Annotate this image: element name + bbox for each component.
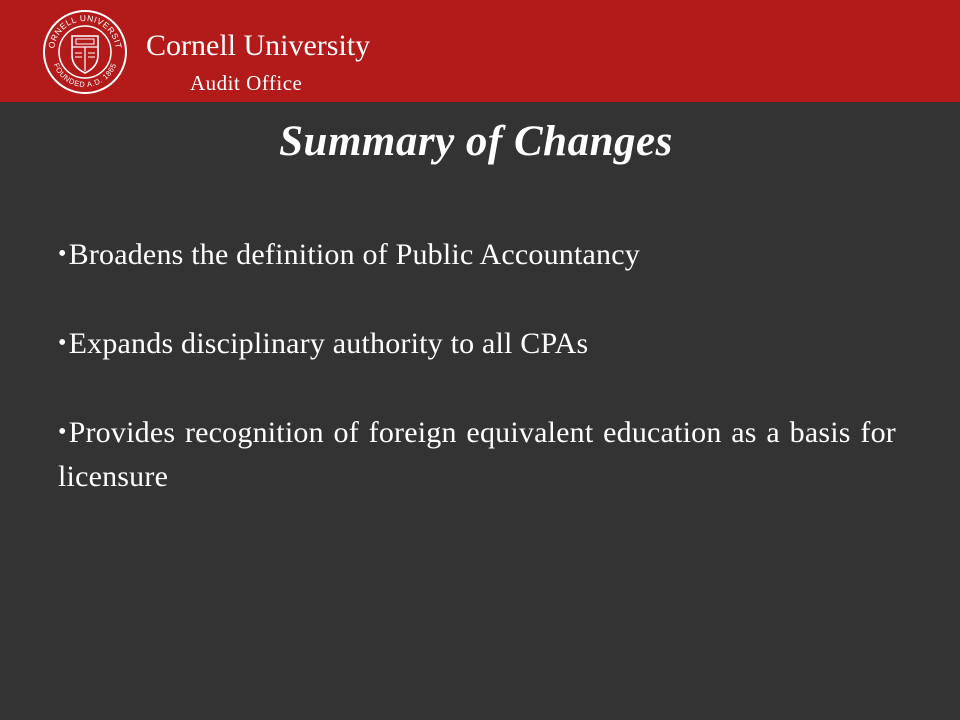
bullet-text: Broadens the definition of Public Accountancy — [68, 238, 640, 271]
bullet-item — [58, 321, 896, 366]
svg-text:FOUNDED A.D. 1865: FOUNDED A.D. 1865 — [51, 61, 119, 90]
bullet-dot-icon: • — [58, 330, 67, 356]
bullet-dot-icon: • — [58, 241, 67, 267]
bullet-item — [58, 410, 896, 499]
bullet-text: Expands disciplinary authority to all CPAs — [68, 327, 589, 360]
bullet-item — [58, 232, 896, 277]
bullet-dot-icon: • — [58, 419, 67, 445]
university-wordmark: Cornell University — [146, 29, 371, 62]
cornell-seal-icon — [42, 9, 128, 95]
svg-text:CORNELL UNIVERSITY: ORNELL UNIVERSIT — [46, 12, 124, 50]
header-bar — [0, 0, 960, 102]
slide-title: Summary of Changes — [279, 118, 673, 165]
bullet-list — [58, 232, 896, 543]
office-name: Audit Office — [190, 71, 303, 95]
bullet-text: Provides recognition of foreign equivalent education as a basis for licensure — [58, 416, 896, 493]
